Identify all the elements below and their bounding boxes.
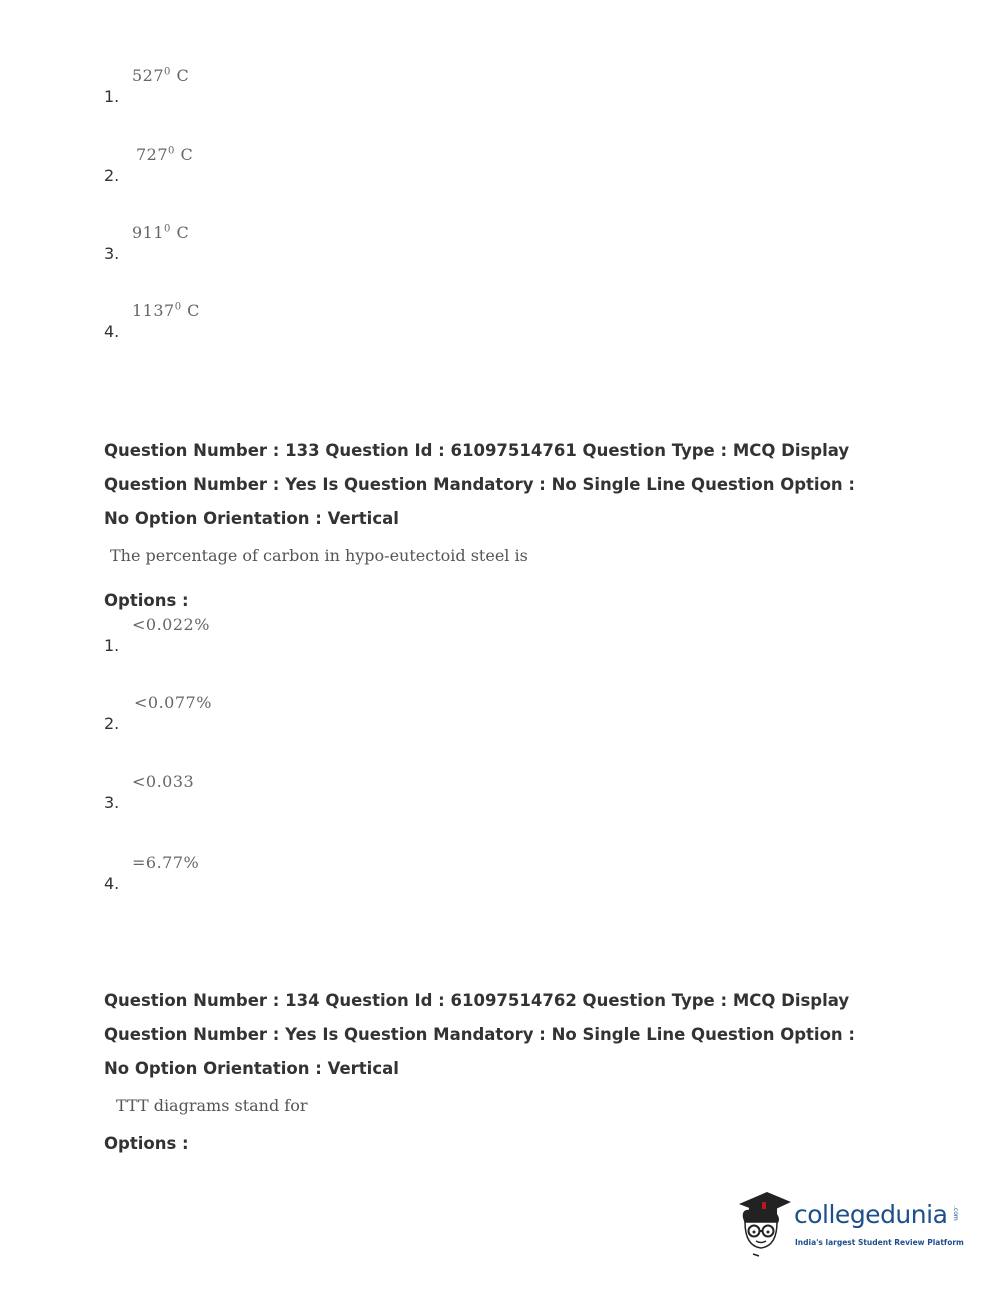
brand-name: collegedunia [794,1200,948,1229]
option-number: 3. [104,244,120,263]
option-value: $527^0$ C [132,66,190,85]
q133-option-2 [104,693,504,733]
option-value: =6.77% [132,853,200,872]
option-number: 3. [104,793,120,812]
option-number: 2. [104,714,120,733]
question-134-header: Question Number : 134 Question Id : 61097514762 Question Type : MCQ Display Question Number : Yes Is Question Mandatory : No Single Line Question Option : No Option Orientation : Vertical [104,991,856,1078]
option-1 [104,66,504,106]
brand-domain: .com [952,1206,959,1221]
option-value: <0.077% [134,693,212,712]
option-3 [104,223,504,263]
option-2 [104,145,504,185]
option-value: $911^0$ C [132,223,190,242]
option-value: 1137$^0$ C [132,301,200,320]
q133-option-1 [104,615,504,655]
question-134-options-label: Options : [104,1134,189,1153]
question-133-text: The percentage of carbon in hypo-eutectoid steel is [110,546,528,565]
option-number: 1. [104,87,120,106]
question-133-options-label: Options : [104,591,189,610]
brand-tagline: India's largest Student Review Platform [795,1238,964,1247]
option-4 [104,301,504,341]
option-number: 4. [104,874,120,893]
option-number: 4. [104,322,120,341]
option-number: 2. [104,166,120,185]
q133-option-4 [104,853,504,893]
option-value: <0.033 [132,772,195,791]
question-133-header: Question Number : 133 Question Id : 61097514761 Question Type : MCQ Display Question Number : Yes Is Question Mandatory : No Single Line Question Option : No Option Orientation : Vertical [104,441,856,528]
mascot-icon [733,1188,793,1260]
option-number: 1. [104,636,120,655]
question-134-text: TTT diagrams stand for [116,1096,308,1115]
collegedunia-logo [733,1188,973,1260]
q133-option-3 [104,772,504,812]
option-value: <0.022% [132,615,210,634]
option-value: $727^0$ C [136,145,194,164]
